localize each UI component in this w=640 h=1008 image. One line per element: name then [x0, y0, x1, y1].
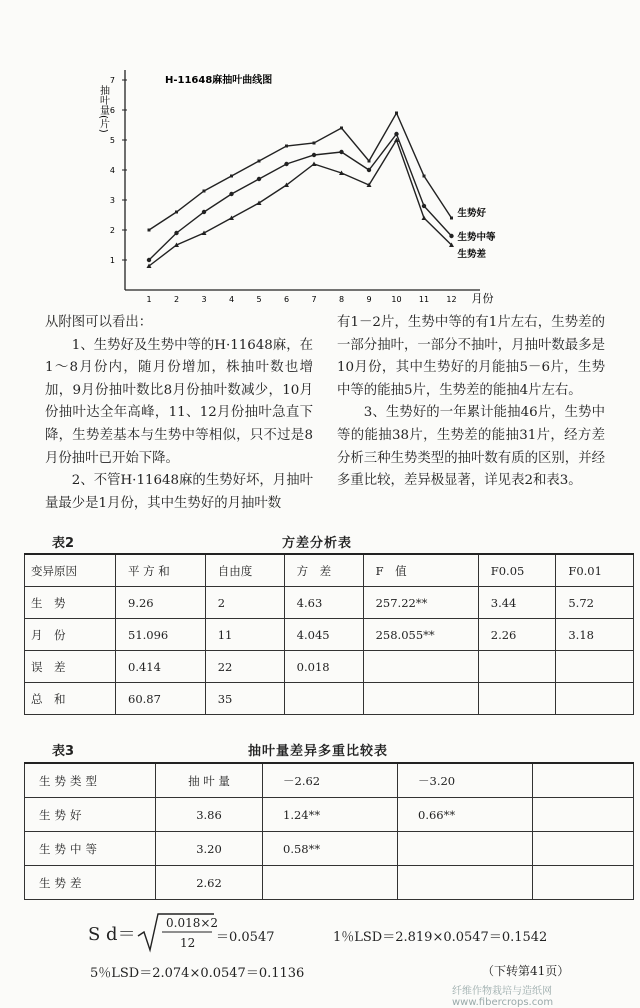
sd-denominator: 12	[180, 936, 196, 950]
data-point	[423, 175, 426, 178]
paragraph-2: 2、不管H·11648麻的生势好坏，月抽叶量最少是1月份，其中生势好的月抽叶数	[45, 473, 313, 511]
table2-cell: 22	[205, 651, 284, 683]
data-point	[449, 234, 453, 238]
table3-cell	[398, 866, 533, 900]
series-label: 生势差	[457, 249, 487, 260]
x-axis-label: 月份	[471, 292, 494, 305]
data-point	[339, 150, 343, 154]
table2-row	[25, 651, 634, 683]
table3-row	[25, 798, 634, 832]
data-point	[422, 216, 427, 221]
table2-cell: 5.72	[556, 587, 634, 619]
y-axis-label: 抽叶量(片)	[97, 85, 109, 133]
table2-cell: 总 和	[25, 683, 116, 715]
table2-cell: 0.414	[116, 651, 206, 683]
data-point	[450, 217, 453, 220]
table2-cell: 3.44	[478, 587, 556, 619]
data-point	[394, 132, 398, 136]
table2-cell: 35	[205, 683, 284, 715]
data-point	[340, 127, 343, 130]
x-tick-label: 7	[311, 295, 317, 304]
y-tick-label: 5	[109, 136, 115, 145]
y-tick-label: 1	[109, 256, 115, 265]
table2-label: 表2	[52, 536, 75, 551]
table2-cell: 258.055**	[363, 619, 478, 651]
intro-paragraph: 从附图可以看出：	[45, 315, 153, 330]
table3-header-cell: 生势类型	[25, 763, 156, 798]
table2-header-cell: F0.05	[478, 554, 556, 587]
x-tick-label: 8	[338, 295, 345, 304]
chart-svg	[95, 55, 515, 315]
data-point	[395, 112, 398, 115]
table2-cell: 4.63	[284, 587, 363, 619]
multiple-comparison-table	[24, 762, 634, 900]
table2-cell	[556, 683, 634, 715]
table2-cell: 60.87	[116, 683, 206, 715]
series-label: 生势中等	[457, 232, 496, 243]
table3-row	[25, 832, 634, 866]
table3-cell: 生势好	[25, 798, 156, 832]
table2-cell: 月 份	[25, 619, 116, 651]
x-tick-label: 9	[366, 295, 372, 304]
sd-numerator: 0.018×2	[166, 916, 219, 930]
series-line-2	[149, 134, 452, 260]
table2-cell: 0.018	[284, 651, 363, 683]
paragraph-2-continued: 有1－2片，生势中等的有1片左右，生势差的一部分抽叶，一部分不抽叶，月抽叶数最多是10月份，其中生势好的月能抽5－6片，生势中等的能抽5片，生势差的能抽4片左右。	[337, 315, 605, 398]
table3-cell: 1.24**	[263, 798, 398, 832]
data-point	[312, 162, 317, 167]
table2-row	[25, 683, 634, 715]
y-tick-label: 6	[109, 106, 115, 115]
data-point	[203, 190, 206, 193]
table3-cell: 生势差	[25, 866, 156, 900]
table3-header-row	[25, 763, 634, 798]
table2-cell: 误 差	[25, 651, 116, 683]
paragraph-3: 3、生势好的一年累计能抽46片，生势中等的能抽38片，生势差的能抽31片，经方差分析三种生势类型的抽叶数有质的区别，并经多重比较，差异极显著，详见表2和表3。	[337, 405, 605, 489]
data-point	[284, 162, 288, 166]
lsd-1-percent: 1％LSD＝2.819×0.0547＝0.1542	[333, 930, 548, 945]
data-point	[175, 211, 178, 214]
table3-cell	[533, 832, 634, 866]
watermark: 纤维作物栽培与造纸网 www.fibercrops.com	[452, 986, 554, 1008]
x-tick-label: 11	[418, 295, 430, 304]
lsd-5-percent: 5％LSD＝2.074×0.0547＝0.1136	[90, 966, 305, 981]
table2-cell	[556, 651, 634, 683]
table3-cell: 0.58**	[263, 832, 398, 866]
series-line-1	[149, 113, 452, 230]
x-tick-label: 5	[256, 295, 262, 304]
table3-cell: 3.86	[156, 798, 263, 832]
x-tick-label: 2	[173, 295, 180, 304]
table3-label: 表3	[52, 744, 75, 759]
table2-cell: 4.045	[284, 619, 363, 651]
table2-cell: 11	[205, 619, 284, 651]
data-point	[148, 229, 151, 232]
series-label: 生势好	[457, 208, 487, 219]
data-point	[174, 231, 178, 235]
data-point	[258, 160, 261, 163]
data-point	[422, 204, 426, 208]
table3-cell: 2.62	[156, 866, 263, 900]
data-point	[202, 210, 206, 214]
table3-title: 抽叶量差异多重比较表	[248, 744, 389, 759]
paragraph-1: 1、生势好及生势中等的H·11648麻，在1～8月份内，随月份增加，株抽叶数也增加，9月份抽叶数比8月份抽叶数减少，10月份抽叶达全年高峰，11、12月份抽叶急直下降，生势差基本与生势中等相似，只不过是8月份抽叶已开始下降。	[45, 337, 313, 466]
data-point	[147, 258, 151, 262]
text-column-left	[45, 312, 313, 515]
leaf-drawing-curve-chart	[95, 55, 515, 315]
table2-header-cell: F0.01	[556, 554, 634, 587]
table2-cell: 生 势	[25, 587, 116, 619]
table3-cell	[533, 798, 634, 832]
y-tick-label: 2	[109, 226, 115, 235]
x-tick-label: 10	[391, 295, 402, 304]
x-tick-label: 12	[446, 295, 457, 304]
table2-cell	[284, 683, 363, 715]
data-point	[313, 142, 316, 145]
table3-cell: 3.20	[156, 832, 263, 866]
y-tick-label: 7	[109, 76, 115, 85]
table2-cell	[363, 651, 478, 683]
x-tick-label: 3	[201, 295, 207, 304]
data-point	[229, 192, 233, 196]
chart-title: H-11648麻抽叶曲线图	[165, 75, 273, 86]
y-tick-label: 4	[109, 166, 115, 175]
table2-cell: 2	[205, 587, 284, 619]
table2-header-cell: F 值	[363, 554, 478, 587]
x-tick-label: 6	[283, 295, 290, 304]
table3-header-cell	[533, 763, 634, 798]
table3-cell	[263, 866, 398, 900]
table2-cell: 51.096	[116, 619, 206, 651]
y-tick-label: 3	[109, 196, 115, 205]
data-point	[230, 175, 233, 178]
table2-cell: 257.22**	[363, 587, 478, 619]
table2-row	[25, 619, 634, 651]
table2-header-cell: 方 差	[284, 554, 363, 587]
table2-title: 方差分析表	[282, 536, 353, 551]
table2-cell: 9.26	[116, 587, 206, 619]
table3-cell: 0.66**	[398, 798, 533, 832]
table2-header-cell: 变异原因	[25, 554, 116, 587]
data-point	[312, 153, 316, 157]
table3-header-cell: －3.20	[398, 763, 533, 798]
x-tick-label: 4	[228, 295, 235, 304]
table3-cell	[398, 832, 533, 866]
table2-cell	[478, 651, 556, 683]
table3-cell: 生势中等	[25, 832, 156, 866]
data-point	[285, 145, 288, 148]
data-point	[367, 168, 371, 172]
data-point	[257, 177, 261, 181]
table3-header-cell: 抽 叶 量	[156, 763, 263, 798]
text-column-right	[337, 312, 605, 493]
table2-header-row	[25, 554, 634, 587]
table3-row	[25, 866, 634, 900]
table2-cell	[478, 683, 556, 715]
table2-header-cell: 自由度	[205, 554, 284, 587]
data-point	[368, 160, 371, 163]
table2-row	[25, 587, 634, 619]
table3-cell	[533, 866, 634, 900]
table2-header-cell: 平 方 和	[116, 554, 206, 587]
anova-table	[24, 553, 634, 715]
sd-lhs: S d＝	[88, 924, 136, 945]
table2-cell	[363, 683, 478, 715]
continued-note: （下转第41页）	[482, 964, 570, 978]
sd-result: ＝0.0547	[216, 930, 275, 945]
table2-cell: 2.26	[478, 619, 556, 651]
table2-cell: 3.18	[556, 619, 634, 651]
x-tick-label: 1	[146, 295, 152, 304]
table3-header-cell: －2.62	[263, 763, 398, 798]
